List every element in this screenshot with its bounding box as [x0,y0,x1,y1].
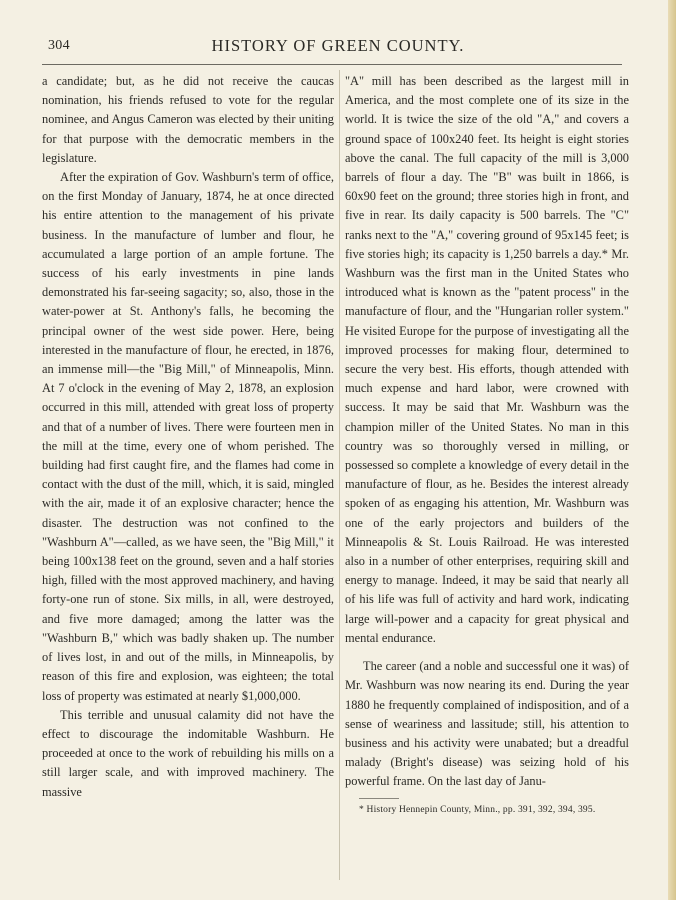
paragraph: The career (and a noble and successful one it was) of Mr. Washburn was now nearing its end. During the year 1880 he frequently complained of indisposition, and of a sense of weariness and lassitude; still, his attention to business and his activity were unabated; but a dreadful malady (Bright's disease) was seizing hold of his powerful frame. On the last day of Janu- [345,659,629,789]
page-number: 304 [48,38,70,53]
paragraph: "A" mill has been described as the largest mill in America, and the most complete one of its size in the world. It is twice the size of the old "A," and covers a ground space of 100x240 feet. Its height is eight stories above the canal. The full capacity of the mill is 3,000 barrels of flour a day. The "B" was built in 1866, is 60x90 feet on the ground; three stories high in front, and five in rear. Its daily capacity is 500 barrels. The "C" ranks next to the "A," covering ground of 95x145 feet; is five stories high; its capacity is 1,250 barrels a day.* Mr. Washburn was the first man in the United States who introduced what is known as the "patent process" in the manufacture of flour, and the "Hungarian roller system." He visited Europe for the purpose of investigating all the improved processes for making flour, determined to secure the very best. His efforts, though attended with much expense and hard labor, were crowned with success. It may be said that Mr. Washburn was the champion miller of the United States. No man in this country was so thoroughly versed in milling, or possessed so complete a knowledge of every detail in the manufacture of flour, as he. Besides the interest already spoken of as engaging his attention, Mr. Washburn was one of the early projectors and builders of the Minneapolis & St. Louis Railroad. He was interested also in a number of other enterprises, requiring skill and energy to manage. Indeed, it may be said that nearly all of his life was full of activity and hard work, indicating large will-power and a capacity for great physical and mental endurance. [345,74,629,645]
footnote: * History Hennepin County, Minn., pp. 391, 392, 394, 395. [359,804,596,815]
footnote-rule [359,798,399,799]
left-column [42,72,334,802]
header-rule [42,64,622,65]
paragraph: a candidate; but, as he did not receive the caucas nomination, his friends refused to vote for the regular nominee, and Angus Cameron was elected by their uniting for that purpose with the democratic members in the legislature. [42,74,334,165]
right-column [345,72,629,817]
page-edge [668,0,676,900]
page-header [0,34,676,58]
paragraph: After the expiration of Gov. Washburn's term of office, on the first Monday of January, 1874, he at once directed his entire attention to the management of his private business. In the manufacture of lumber and flour, he accumulated a large portion of an ample fortune. The success of his early investments in pine lands demonstrated his far-seeing sagacity; so, also, those in the water-power at St. Anthony's falls, he becoming the principal owner of the west side power. Here, being interested in the manufacture of flour, he erected, in 1876, an immense mill—the "Big Mill," of Minneapolis, Minn. At 7 o'clock in the evening of May 2, 1878, an explosion occurred in this mill, attended with great loss of property and that of a number of lives. There were fourteen men in the mill at the time, every one of whom perished. The building had first caught fire, and the flames had come in contact with the dust of the mill, which, it is said, mingled with the air, made it of an explosive character; hence the disaster. The destruction was not confined to the "Washburn A"—called, as we have seen, the "Big Mill," it being 100x138 feet on the ground, seven and a half stories high, filled with the most approved machinery, and having forty-one run of stone. Six mills, in all, were destroyed, and five more damaged; among the latter was the "Washburn B," which was badly shaken up. The number of lives lost, in and out of the mills, in Minneapolis, by reason of this fire and explosion, was eighteen; the total loss of property was estimated at nearly $1,000,000. [42,170,334,703]
paragraph: This terrible and unusual calamity did not have the effect to discourage the indomitable Washburn. He proceeded at once to the work of rebuilding his mills on a still larger scale, and with improved machinery. The massive [42,707,334,799]
column-divider [339,70,340,880]
running-title: HISTORY OF GREEN COUNTY. [211,36,465,55]
